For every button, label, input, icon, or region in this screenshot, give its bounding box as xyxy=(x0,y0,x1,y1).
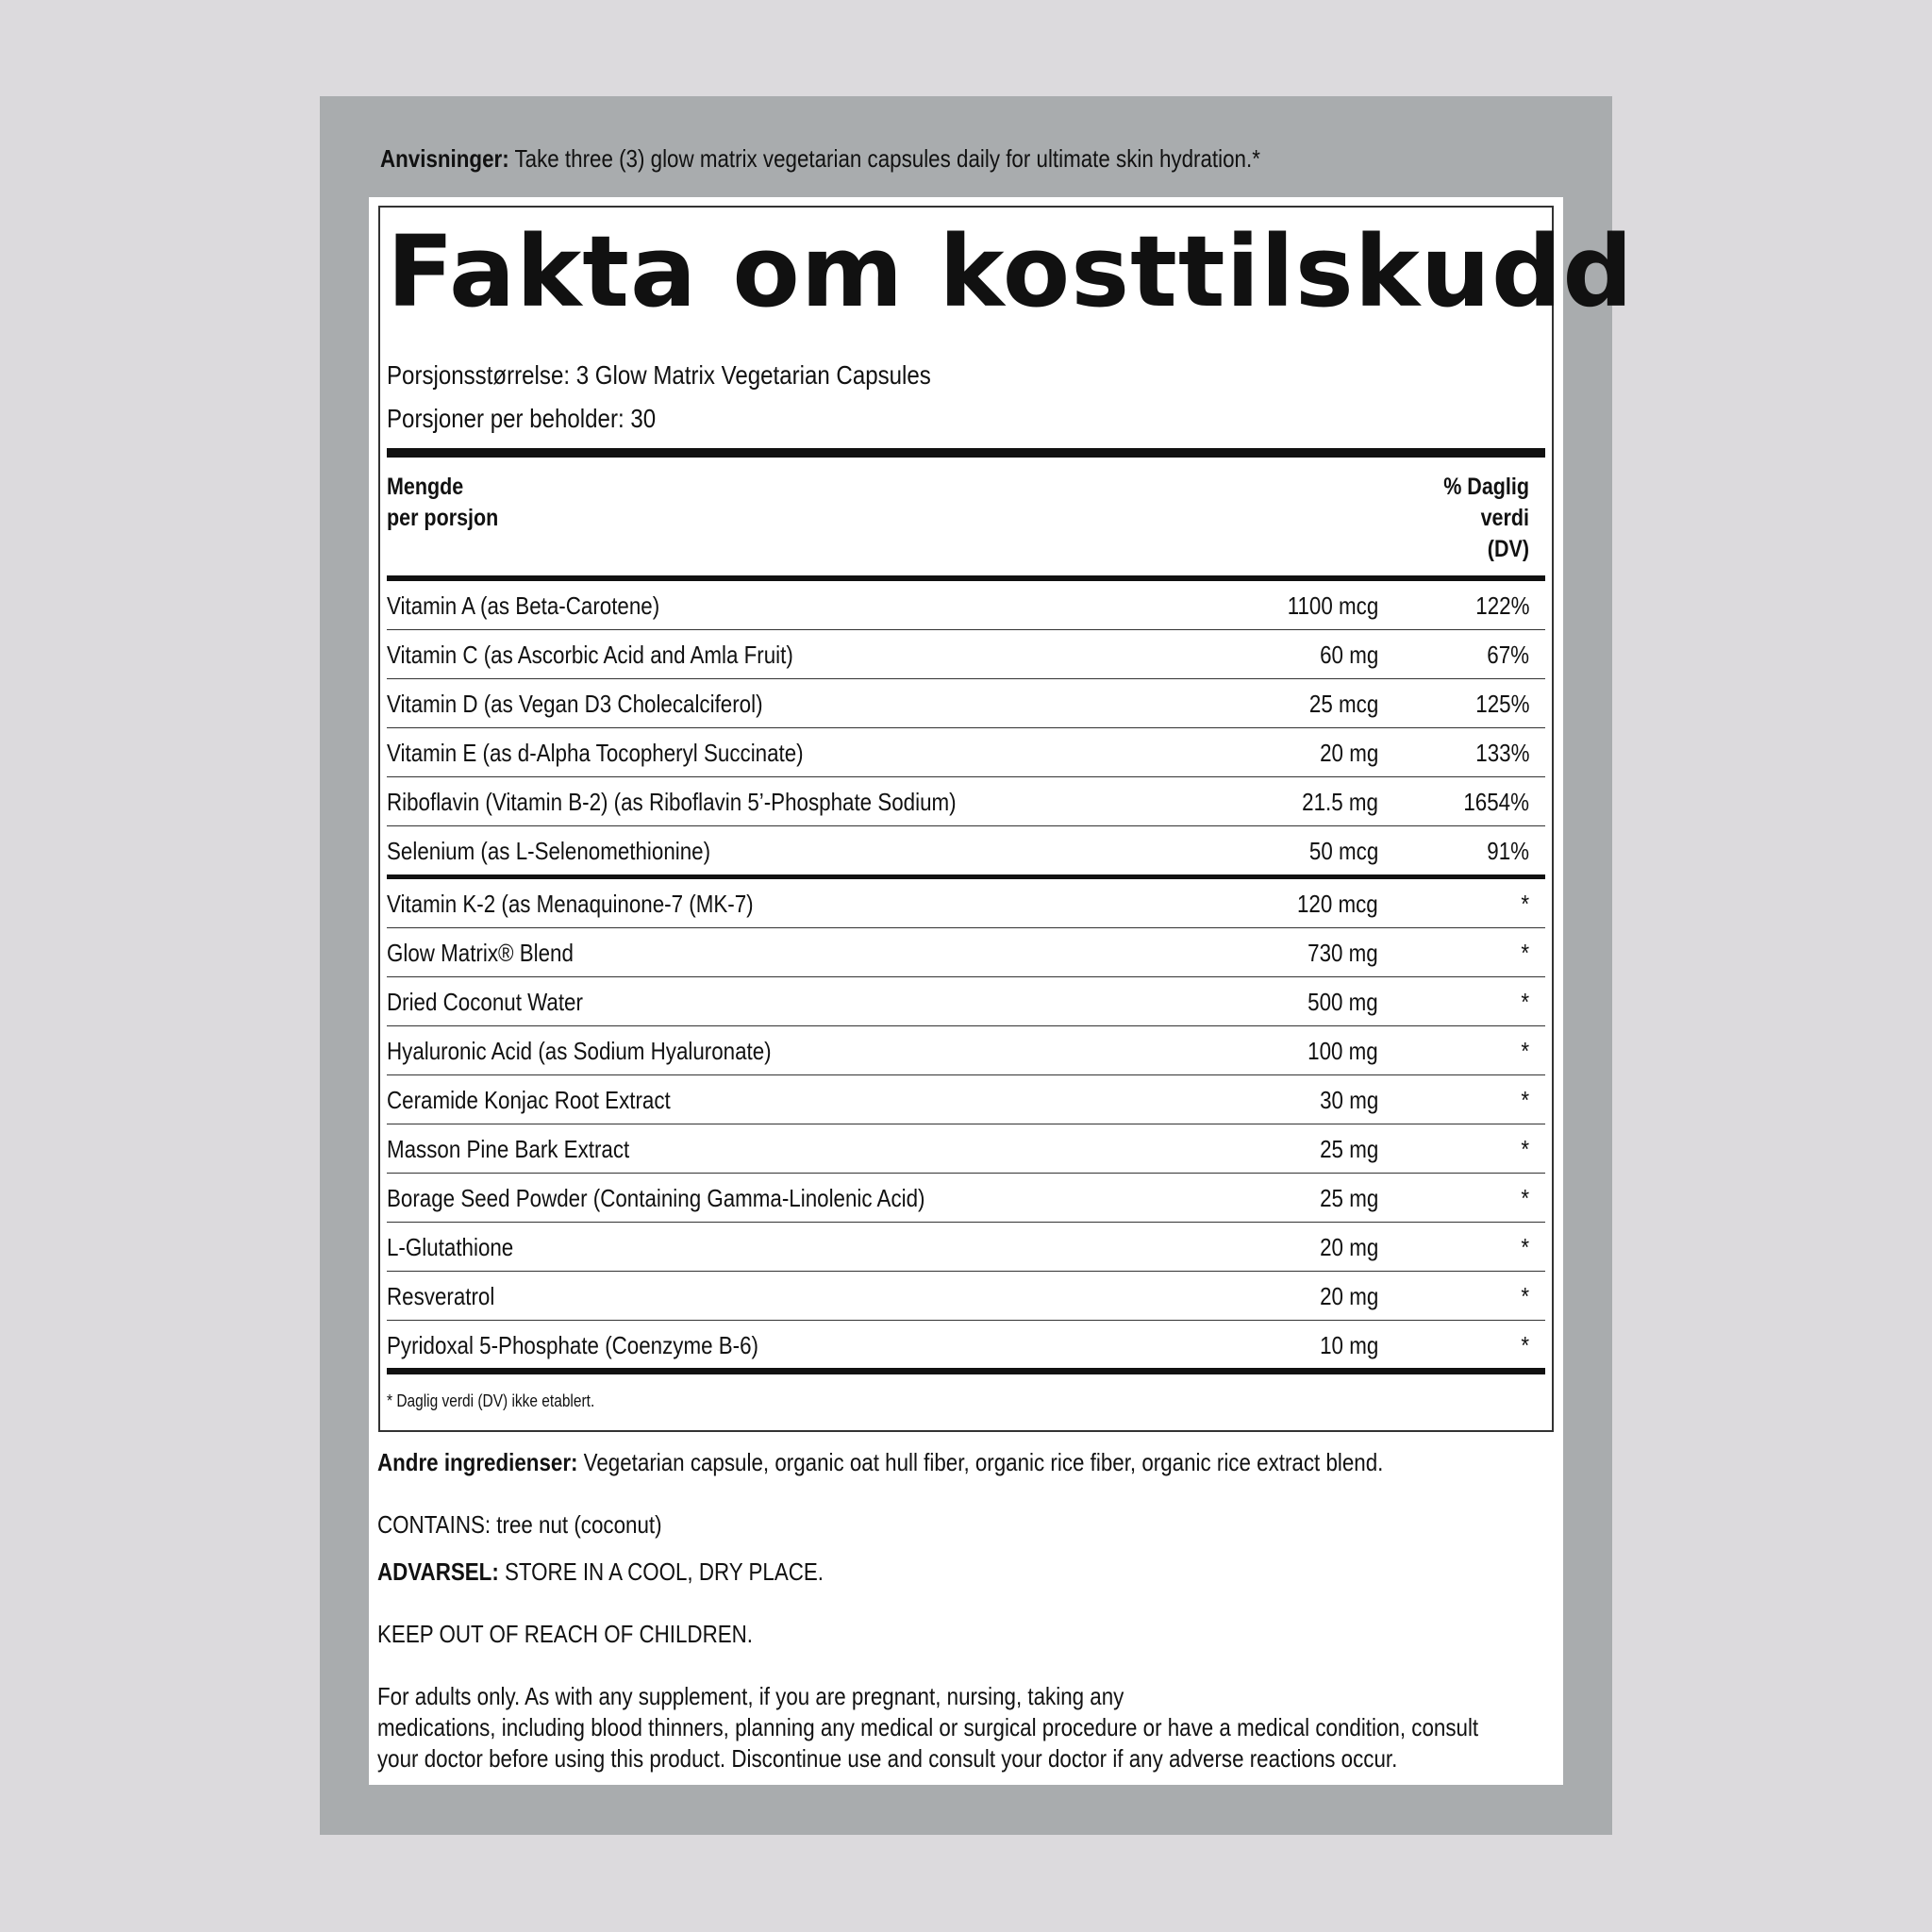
nutrient-daily-value: * xyxy=(1521,1037,1529,1065)
nutrient-amount: 500 mg xyxy=(1307,988,1378,1016)
nutrient-name: Vitamin D (as Vegan D3 Cholecalciferol) xyxy=(387,690,763,718)
adults-warning xyxy=(377,1681,1479,1774)
nutrient-row xyxy=(387,977,1545,1026)
nutrient-name: L-Glutathione xyxy=(387,1233,514,1261)
facts-title: Fakta om kosttilskudd xyxy=(387,214,1634,329)
nutrient-amount: 100 mg xyxy=(1307,1037,1378,1065)
nutrient-row xyxy=(387,581,1545,630)
nutrient-name: Borage Seed Powder (Containing Gamma-Linolenic Acid) xyxy=(387,1184,925,1212)
nutrient-amount: 25 mg xyxy=(1319,1184,1378,1212)
nutrient-daily-value: * xyxy=(1521,1331,1529,1359)
nutrient-row xyxy=(387,1321,1545,1370)
nutrient-name: Ceramide Konjac Root Extract xyxy=(387,1086,671,1114)
nutrient-row xyxy=(387,826,1545,875)
nutrient-daily-value: * xyxy=(1521,890,1529,918)
nutrient-daily-value: 133% xyxy=(1474,739,1529,767)
nutrient-amount: 30 mg xyxy=(1319,1086,1378,1114)
nutrient-name: Resveratrol xyxy=(387,1282,495,1310)
nutrient-daily-value: * xyxy=(1521,988,1529,1016)
nutrient-daily-value: * xyxy=(1521,1282,1529,1310)
directions-body: Take three (3) glow matrix vegetarian capsules daily for ultimate skin hydration.* xyxy=(508,144,1260,173)
nutrient-amount: 10 mg xyxy=(1319,1331,1378,1359)
nutrient-name: Masson Pine Bark Extract xyxy=(387,1135,630,1163)
warning-label: ADVARSEL: xyxy=(377,1557,499,1586)
nutrient-amount: 25 mg xyxy=(1319,1135,1378,1163)
nutrient-row xyxy=(387,1124,1545,1174)
header-right-line1: % Daglig xyxy=(1443,474,1529,500)
nutrient-row xyxy=(387,630,1545,679)
amount-per-serving-header xyxy=(387,472,498,534)
header-left-line1: Mengde xyxy=(387,474,464,500)
header-right-line2: verdi xyxy=(1480,505,1529,531)
nutrient-daily-value: 1654% xyxy=(1463,788,1529,816)
nutrient-name: Pyridoxal 5-Phosphate (Coenzyme B-6) xyxy=(387,1331,758,1359)
directions-label: Anvisninger: xyxy=(380,144,509,173)
nutrient-name: Riboflavin (Vitamin B-2) (as Riboflavin 5’-Phosphate Sodium) xyxy=(387,788,957,816)
nutrient-name: Vitamin E (as d-Alpha Tocopheryl Succinate) xyxy=(387,739,804,767)
nutrient-name: Hyaluronic Acid (as Sodium Hyaluronate) xyxy=(387,1037,772,1065)
nutrient-row xyxy=(387,1174,1545,1223)
nutrient-daily-value: 125% xyxy=(1474,690,1529,718)
other-ingredients-label: Andre ingredienser: xyxy=(377,1448,578,1476)
serving-size: Porsjonsstørrelse: 3 Glow Matrix Vegetarian Capsules xyxy=(387,360,931,390)
other-ingredients xyxy=(377,1447,1424,1478)
nutrient-amount: 21.5 mg xyxy=(1302,788,1378,816)
nutrient-amount: 50 mcg xyxy=(1308,837,1378,865)
nutrient-row xyxy=(387,679,1545,728)
daily-value-header xyxy=(1416,472,1529,565)
nutrient-amount: 60 mg xyxy=(1319,641,1378,669)
nutrient-amount: 25 mcg xyxy=(1308,690,1378,718)
nutrient-name: Vitamin C (as Ascorbic Acid and Amla Fruit) xyxy=(387,641,793,669)
nutrient-amount: 20 mg xyxy=(1319,1282,1378,1310)
nutrient-row xyxy=(387,1075,1545,1124)
nutrient-row xyxy=(387,728,1545,777)
nutrient-daily-value: 91% xyxy=(1487,837,1529,865)
nutrient-name: Glow Matrix® Blend xyxy=(387,939,574,967)
contains-statement: CONTAINS: tree nut (coconut) xyxy=(377,1510,662,1539)
nutrient-amount: 20 mg xyxy=(1319,739,1378,767)
nutrient-amount: 1100 mcg xyxy=(1287,591,1378,620)
nutrient-daily-value: * xyxy=(1521,1135,1529,1163)
directions-text xyxy=(380,142,1419,175)
nutrient-row xyxy=(387,1272,1545,1321)
nutrient-row xyxy=(387,928,1545,977)
nutrient-daily-value: * xyxy=(1521,1086,1529,1114)
nutrient-row xyxy=(387,1026,1545,1075)
adults-warning-line2: medications, including blood thinners, planning any medical or surgical procedure or have a medical condition, consult xyxy=(377,1713,1479,1741)
warning-text: STORE IN A COOL, DRY PLACE. xyxy=(498,1557,824,1586)
nutrient-row xyxy=(387,777,1545,826)
thick-rule-bottom xyxy=(387,1368,1545,1374)
nutrient-name: Vitamin K-2 (as Menaquinone-7 (MK-7) xyxy=(387,890,754,918)
dv-footnote: * Daglig verdi (DV) ikke etablert. xyxy=(387,1391,595,1410)
nutrient-name: Vitamin A (as Beta-Carotene) xyxy=(387,591,660,620)
servings-per-container: Porsjoner per beholder: 30 xyxy=(387,404,657,433)
adults-warning-line3: your doctor before using this product. Discontinue use and consult your doctor if any adverse reactions occur. xyxy=(377,1744,1398,1773)
nutrient-name: Selenium (as L-Selenomethionine) xyxy=(387,837,711,865)
nutrient-amount: 20 mg xyxy=(1319,1233,1378,1261)
header-left-line2: per porsjon xyxy=(387,505,499,531)
nutrient-row xyxy=(387,879,1545,928)
nutrient-row xyxy=(387,1223,1545,1272)
other-ingredients-text: Vegetarian capsule, organic oat hull fiber, organic rice fiber, organic rice extract blend. xyxy=(577,1448,1384,1476)
keep-out-statement: KEEP OUT OF REACH OF CHILDREN. xyxy=(377,1620,754,1648)
nutrient-daily-value: 67% xyxy=(1487,641,1529,669)
nutrient-daily-value: * xyxy=(1521,1184,1529,1212)
nutrient-daily-value: 122% xyxy=(1474,591,1529,620)
header-right-line3: (DV) xyxy=(1487,536,1529,562)
nutrient-daily-value: * xyxy=(1521,939,1529,967)
thick-rule-top xyxy=(387,448,1545,458)
adults-warning-line1: For adults only. As with any supplement, if you are pregnant, nursing, taking any xyxy=(377,1682,1124,1710)
nutrient-daily-value: * xyxy=(1521,1233,1529,1261)
warning-statement xyxy=(377,1557,1424,1588)
nutrient-amount: 120 mcg xyxy=(1297,890,1378,918)
nutrient-amount: 730 mg xyxy=(1307,939,1378,967)
nutrient-name: Dried Coconut Water xyxy=(387,988,583,1016)
